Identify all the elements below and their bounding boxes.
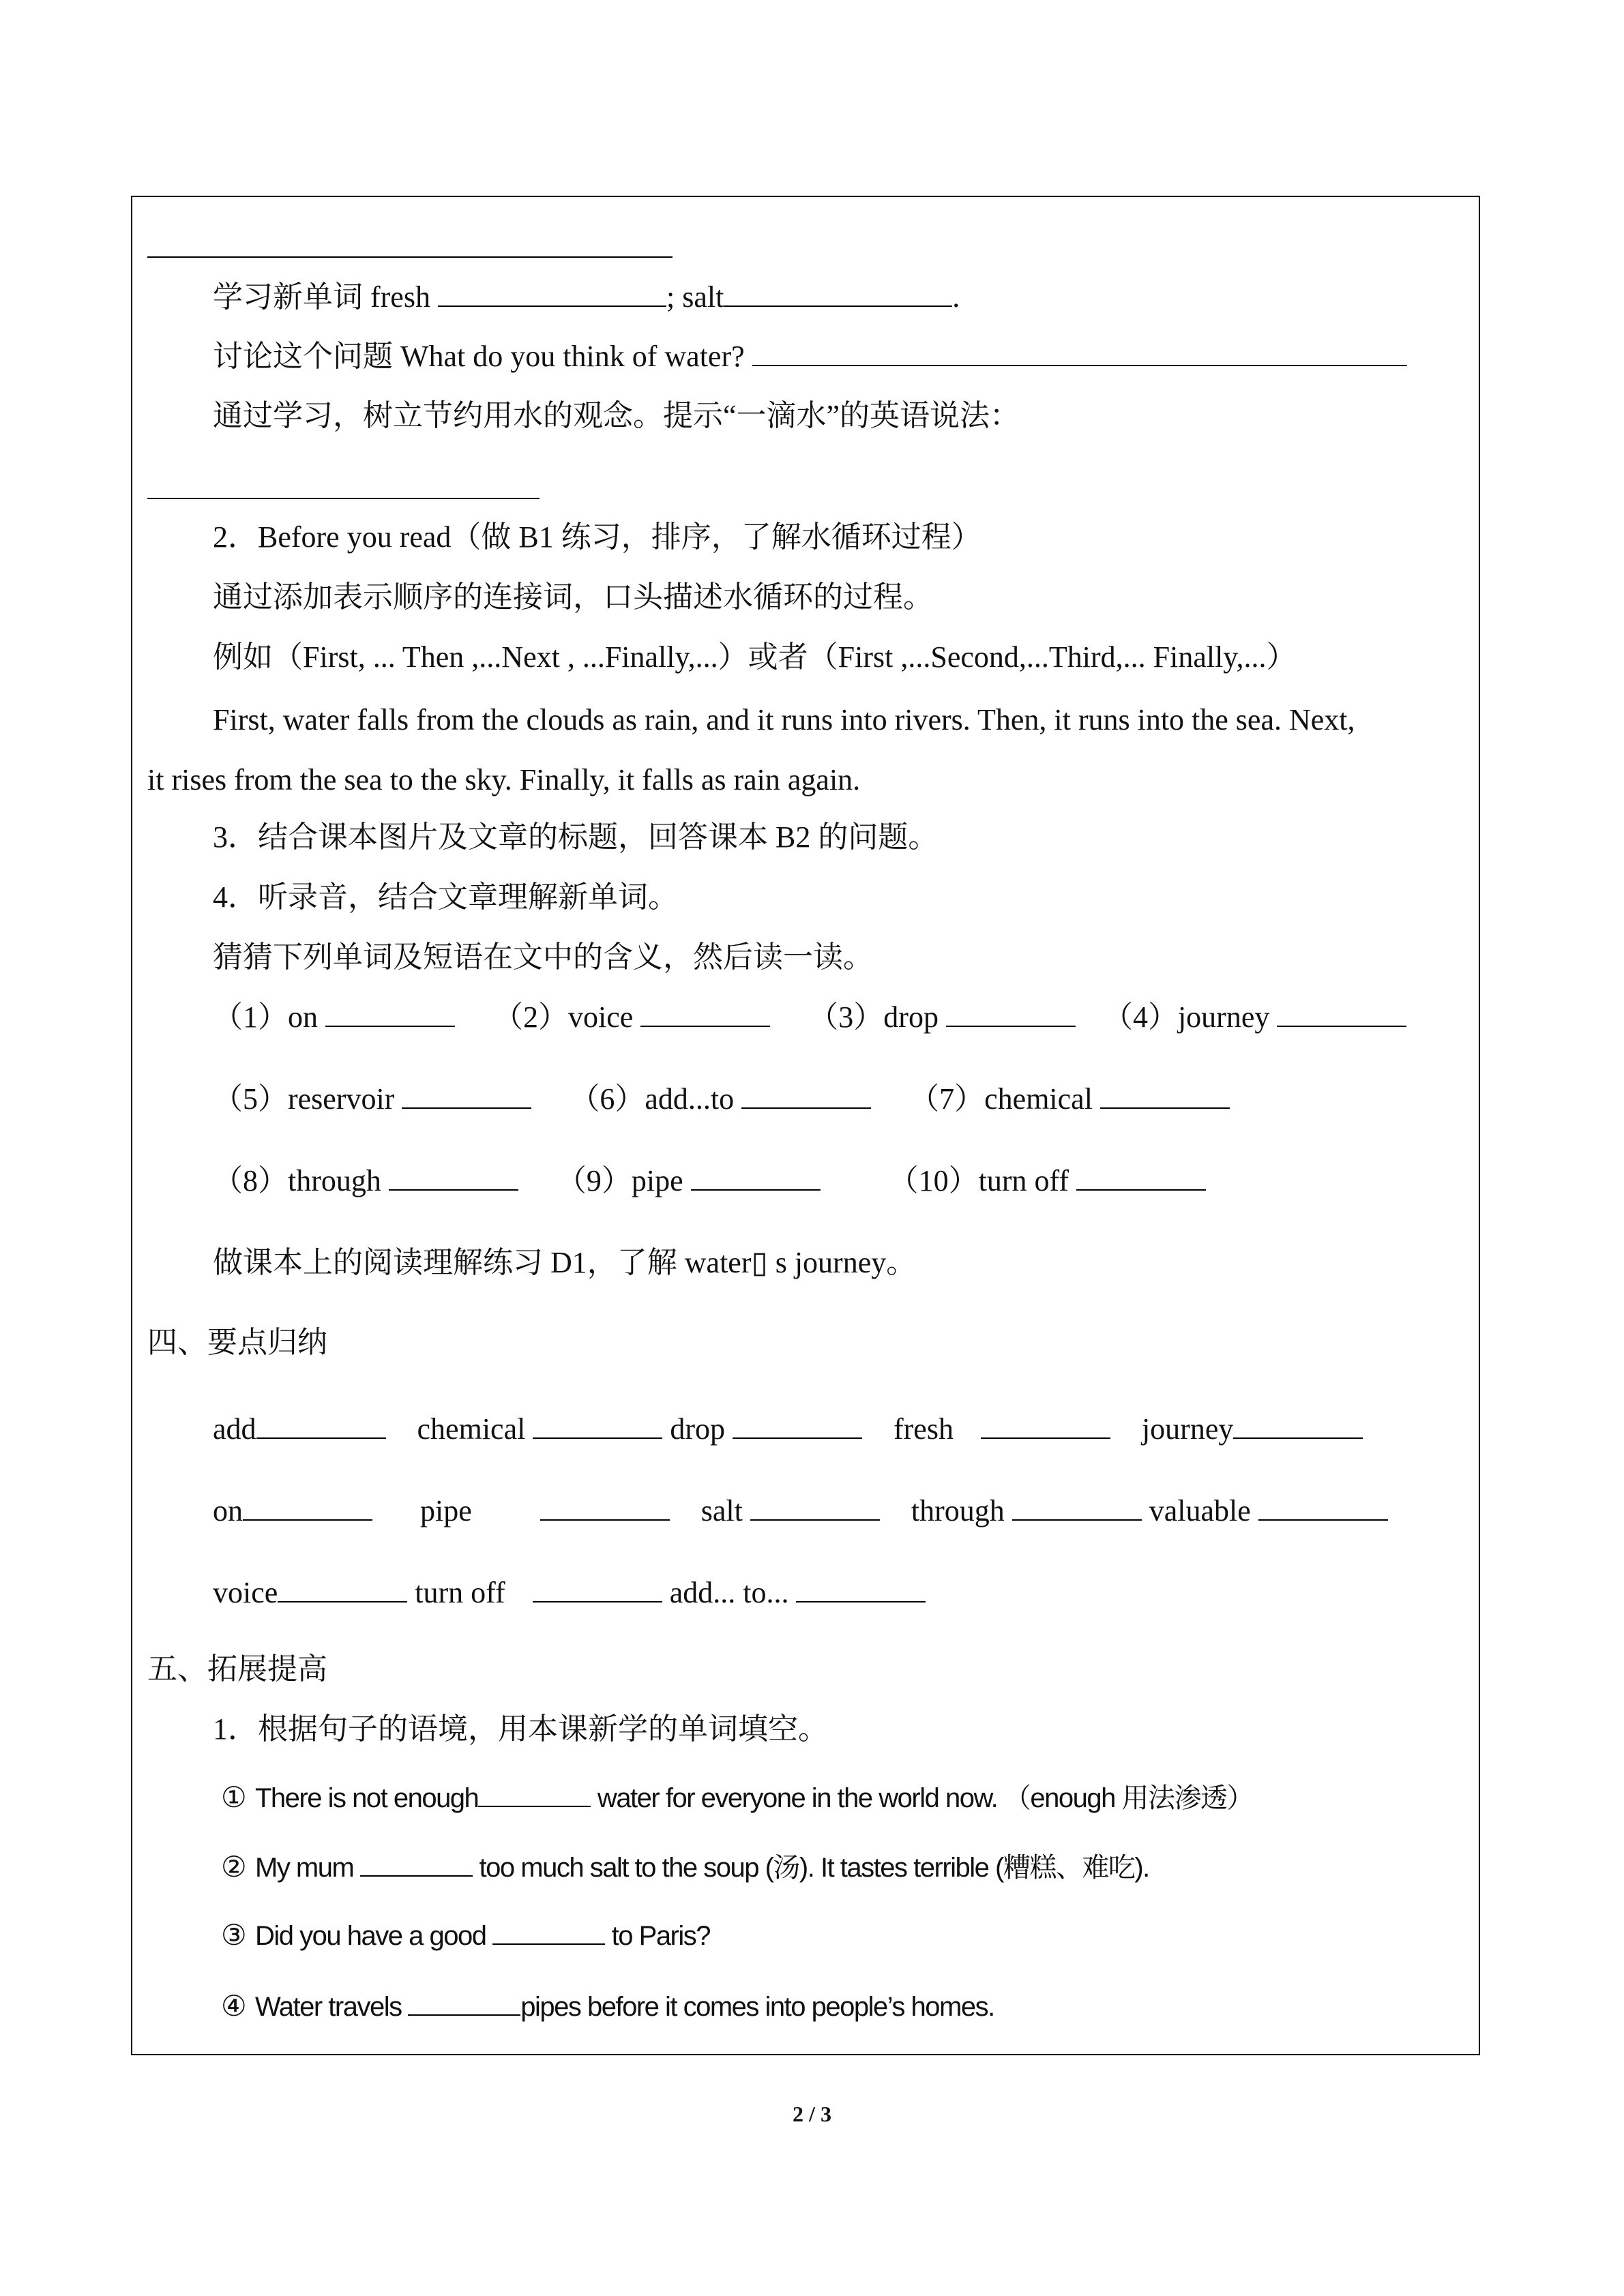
answer-line (147, 498, 540, 499)
exercise-number: ③ (221, 1919, 246, 1951)
item2-example: 例如（First, ... Then ,...Next , ...Finally,...）或者（First ,...Second,...Third,... Finally,...） (213, 640, 1297, 674)
exercise-2: ② My mum too much salt to the soup (汤). It tastes terrible (糟糕、难吃). (221, 1849, 1149, 1885)
item4: 4．听录音，结合文章理解新单词。 (213, 880, 678, 914)
sample-line-2: it rises from the sea to the sky. Finally, it falls as rain again. (147, 763, 861, 796)
guess-blank[interactable] (640, 1002, 770, 1027)
exercise-blank[interactable] (478, 1783, 591, 1807)
item2-desc: 通过添加表示顺序的连接词，口头描述水循环的过程。 (213, 580, 933, 614)
summary-row-3: voice turn off add... to... (213, 1575, 926, 1611)
guess-row-3: （8）through （9）pipe （10）turn off (213, 1163, 1206, 1199)
exercise-3: ③ Did you have a good to Paris? (221, 1918, 710, 1954)
summary-row-2: on pipe salt through valuable (213, 1493, 1388, 1529)
worksheet-frame (131, 196, 1480, 2055)
page-number: 2 / 3 (793, 2102, 831, 2126)
summary-blank[interactable] (1012, 1496, 1142, 1521)
summary-blank[interactable] (981, 1414, 1110, 1439)
item2-title: 2．Before you read（做 B1 练习，排序，了解水循环过程） (213, 520, 981, 554)
exercise-1: ① There is not enough water for everyone in the world now. （enough 用法渗透） (221, 1780, 1253, 1816)
summary-row-1: add chemical drop fresh journey (213, 1412, 1363, 1447)
section4-heading: 四、要点归纳 (147, 1326, 327, 1359)
summary-blank[interactable] (256, 1414, 386, 1439)
guess-blank[interactable] (325, 1002, 455, 1027)
exercise-blank[interactable] (360, 1852, 473, 1877)
summary-blank[interactable] (278, 1578, 407, 1602)
guess-blank[interactable] (946, 1002, 1076, 1027)
exercise-number: ① (221, 1781, 246, 1813)
guess-line: 猜猜下列单词及短语在文中的含义，然后读一读。 (213, 940, 873, 974)
exercise-4: ④ Water travels pipes before it comes into people’s homes. (221, 1988, 994, 2025)
sample-line-1: First, water falls from the clouds as rain, and it runs into rivers. Then, it runs into the sea. Next, (213, 703, 1355, 736)
exercise-blank[interactable] (492, 1920, 605, 1945)
section5-heading: 五、拓展提高 (147, 1652, 327, 1686)
exercise-number: ② (221, 1851, 246, 1883)
summary-blank[interactable] (1258, 1496, 1388, 1521)
salt-blank[interactable] (724, 282, 952, 307)
guess-blank[interactable] (402, 1084, 531, 1109)
section5-item1: 1．根据句子的语境，用本课新学的单词填空。 (213, 1712, 828, 1746)
vocab-line: 学习新单词 fresh ; salt . (213, 280, 960, 314)
guess-blank[interactable] (741, 1084, 871, 1109)
concept-line: 通过学习，树立节约用水的观念。提示“一滴水”的英语说法： (213, 399, 1020, 432)
d1-line: 做课本上的阅读理解练习 D1，了解 water▯ s journey。 (213, 1246, 917, 1279)
summary-blank[interactable] (533, 1578, 662, 1602)
guess-blank[interactable] (691, 1166, 821, 1191)
discuss-line: 讨论这个问题 What do you think of water? (213, 339, 1407, 374)
guess-row-2: （5）reservoir （6）add...to （7）chemical (213, 1082, 1230, 1117)
summary-blank[interactable] (540, 1496, 670, 1521)
exercise-number: ④ (221, 1990, 246, 2022)
guess-blank[interactable] (1076, 1166, 1206, 1191)
guess-blank[interactable] (1277, 1002, 1406, 1027)
item3: 3．结合课本图片及文章的标题，回答课本 B2 的问题。 (213, 820, 939, 854)
guess-blank[interactable] (1100, 1084, 1230, 1109)
summary-blank[interactable] (796, 1578, 926, 1602)
summary-blank[interactable] (733, 1414, 862, 1439)
discuss-blank[interactable] (752, 342, 1407, 366)
summary-blank[interactable] (1233, 1414, 1363, 1439)
fresh-blank[interactable] (438, 282, 666, 307)
summary-blank[interactable] (750, 1496, 880, 1521)
answer-line (147, 256, 673, 258)
exercise-blank[interactable] (408, 1991, 520, 2016)
summary-blank[interactable] (243, 1496, 372, 1521)
guess-row-1: （1）on （2）voice （3）drop （4）journey (213, 1000, 1406, 1035)
guess-blank[interactable] (389, 1166, 518, 1191)
summary-blank[interactable] (533, 1414, 662, 1439)
